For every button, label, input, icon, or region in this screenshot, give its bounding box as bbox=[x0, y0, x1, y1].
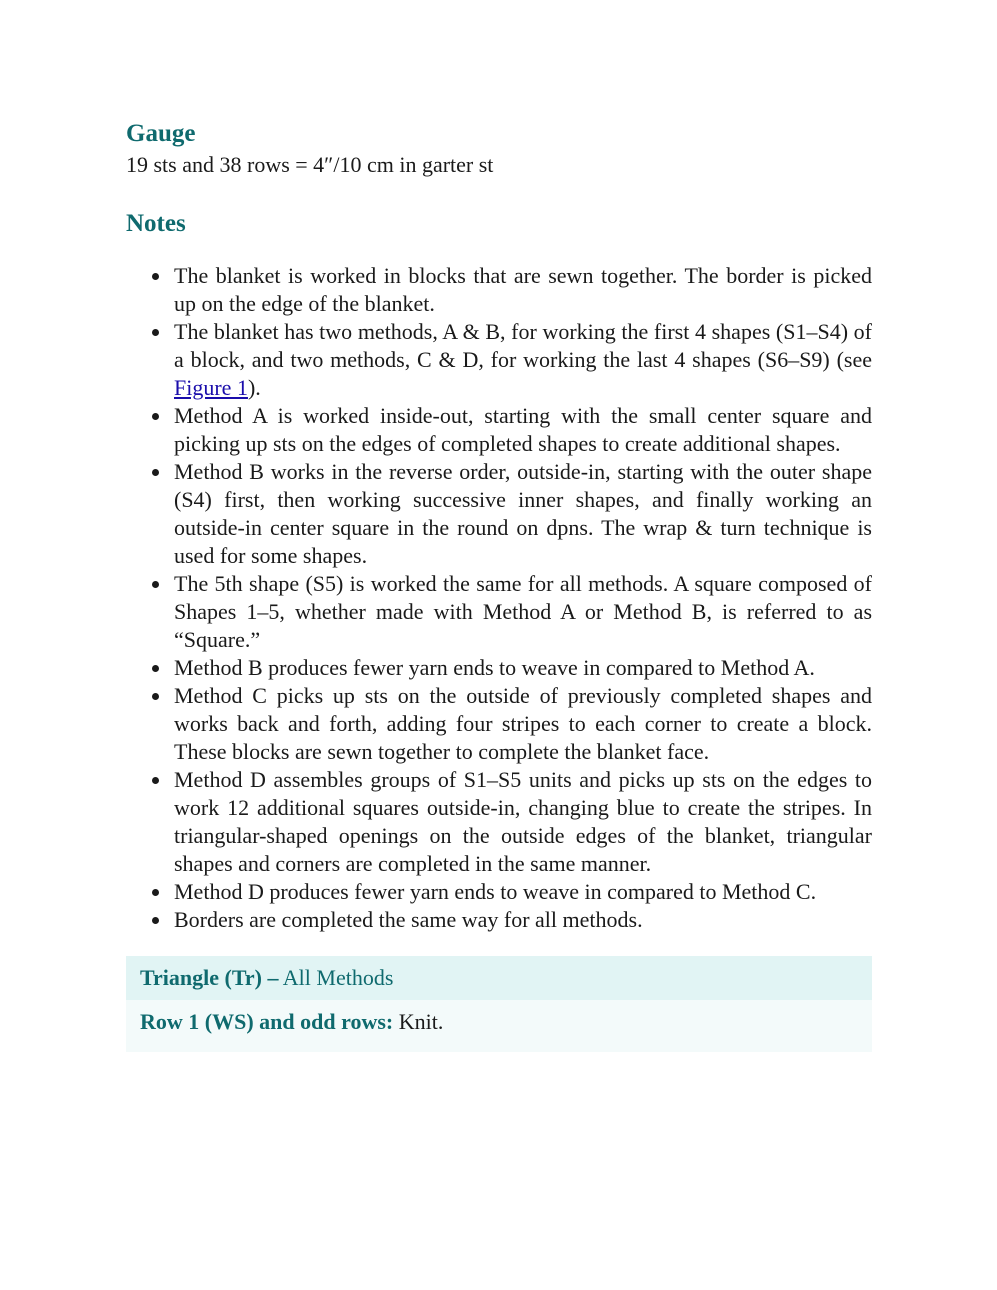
bullet-icon bbox=[152, 777, 159, 784]
notes-list bbox=[126, 262, 872, 934]
list-item: Borders are completed the same way for all methods. bbox=[126, 906, 872, 934]
bullet-icon bbox=[152, 413, 159, 420]
page-content bbox=[126, 118, 872, 1052]
triangle-pattern-box bbox=[126, 956, 872, 1052]
list-item: Method D assembles groups of S1–S5 units and picks up sts on the edges to work 12 additional squares outside-in, changing blue to create the stripes. In triangular-shaped openings on the outside edges of the blanket, triangular shapes and corners are completed in the same manner. bbox=[126, 766, 872, 878]
list-item: The 5th shape (S5) is worked the same for all methods. A square composed of Shapes 1–5, whether made with Method A or Method B, is referred to as “Square.” bbox=[126, 570, 872, 654]
bullet-icon bbox=[152, 273, 159, 280]
list-item: The blanket is worked in blocks that are sewn together. The border is picked up on the edge of the blanket. bbox=[126, 262, 872, 318]
list-item: The blanket has two methods, A & B, for working the first 4 shapes (S1–S4) of a block, and two methods, C & D, for working the last 4 shapes (S6–S9) (see Figure 1). bbox=[126, 318, 872, 402]
triangle-header bbox=[126, 956, 872, 1000]
figure-1-link[interactable]: Figure 1 bbox=[174, 375, 248, 400]
bullet-icon bbox=[152, 917, 159, 924]
row-instruction: Knit. bbox=[393, 1009, 444, 1034]
list-item: Method D produces fewer yarn ends to weave in compared to Method C. bbox=[126, 878, 872, 906]
list-item: Method B produces fewer yarn ends to weave in compared to Method A. bbox=[126, 654, 872, 682]
notes-heading: Notes bbox=[126, 210, 186, 237]
bullet-icon bbox=[152, 693, 159, 700]
bullet-icon bbox=[152, 469, 159, 476]
bullet-icon bbox=[152, 665, 159, 672]
triangle-subtitle: All Methods bbox=[278, 965, 394, 990]
bullet-icon bbox=[152, 889, 159, 896]
gauge-heading: Gauge bbox=[126, 120, 196, 147]
gauge-text: 19 sts and 38 rows = 4″/10 cm in garter st bbox=[126, 152, 494, 177]
list-item: Method B works in the reverse order, outside-in, starting with the outer shape (S4) first, then working successive inner shapes, and finally working an outside-in center square in the round on dpns. The wrap & turn technique is used for some shapes. bbox=[126, 458, 872, 570]
bullet-icon bbox=[152, 329, 159, 336]
row-label: Row 1 (WS) and odd rows: bbox=[140, 1009, 394, 1034]
bullet-icon bbox=[152, 581, 159, 588]
list-item: Method A is worked inside-out, starting with the small center square and picking up sts on the edges of completed shapes to create additional shapes. bbox=[126, 402, 872, 458]
list-item: Method C picks up sts on the outside of previously completed shapes and works back and forth, adding four stripes to each corner to create a block. These blocks are sewn together to complete the blanket face. bbox=[126, 682, 872, 766]
triangle-title: Triangle (Tr) – bbox=[140, 965, 279, 990]
triangle-row-1 bbox=[126, 1000, 872, 1052]
